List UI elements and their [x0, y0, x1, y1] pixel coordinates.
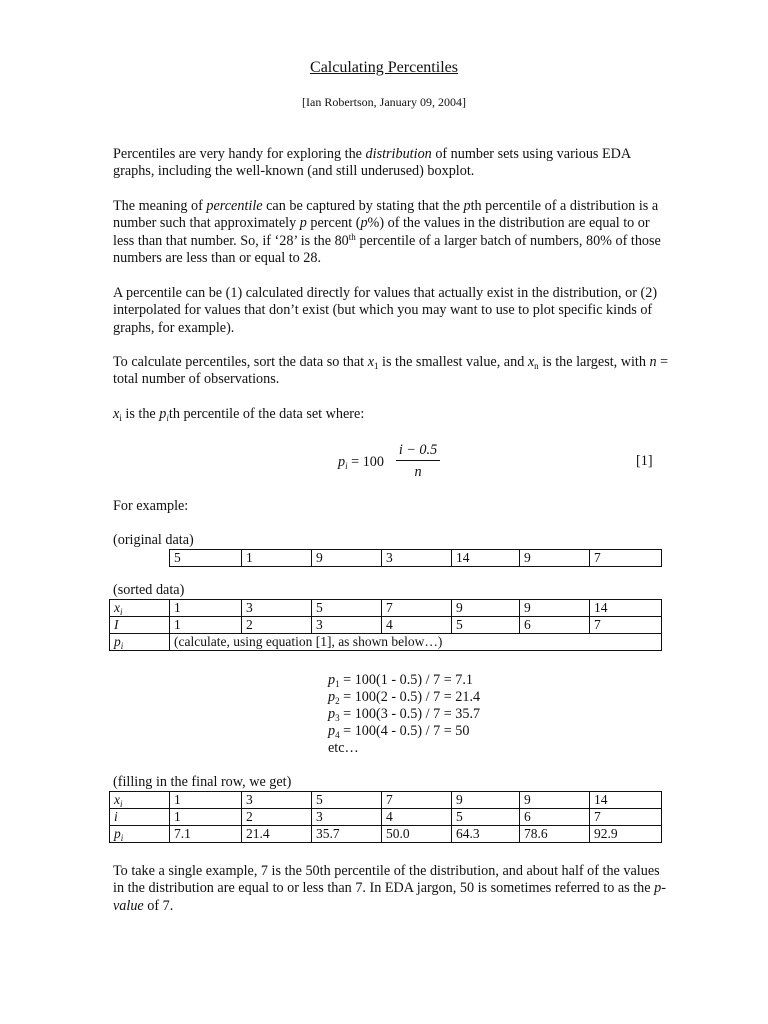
- table-row: [110, 600, 662, 617]
- paragraph-meaning: The meaning of percentile can be captured by stating that the pth percentile of a distribution is a number such that approximately p percent (p%) of the values in the distribution are equal to or less than that number. So, if ‘28’ is the 80th percentile of a larger batch of numbers, 80% of those numbers are less than or equal to 28.: [113, 198, 661, 267]
- table-row: [110, 826, 662, 843]
- equation-number: [1]: [636, 453, 653, 469]
- row-label: $x_i$: [110, 792, 170, 809]
- table-cell: 1: [170, 617, 242, 634]
- paragraph-definition: $x_i$ is the $p_ith$ percentile of the data set where:: [113, 406, 365, 423]
- table-cell: 2: [242, 809, 312, 826]
- calculation-line: $p_4 = 100(4 - 0.5) / 7 = 50$: [328, 723, 470, 740]
- table-cell: 7: [382, 792, 452, 809]
- row-label: $p_i$: [110, 634, 170, 651]
- calculation-line: $p_1 = 100(1 - 0.5) / 7 = 7.1$: [328, 672, 474, 689]
- sorted-data-caption: (sorted data): [113, 582, 185, 598]
- row-label: $x_i$: [110, 600, 170, 617]
- table-cell: 3: [242, 792, 312, 809]
- table-cell: 5: [452, 809, 520, 826]
- table-cell: 7: [590, 617, 662, 634]
- table-cell: 4: [382, 809, 452, 826]
- table-cell: 14: [590, 792, 662, 809]
- table-cell: 7.1: [170, 826, 242, 843]
- table-cell: 6: [520, 809, 590, 826]
- table-cell: 35.7: [312, 826, 382, 843]
- table-cell: 2: [242, 617, 312, 634]
- table-cell: 9: [520, 600, 590, 617]
- table-cell: 4: [382, 617, 452, 634]
- original-data-table: [169, 549, 662, 567]
- table-cell: 21.4: [242, 826, 312, 843]
- table-cell: 9: [452, 600, 520, 617]
- sorted-data-table: [109, 599, 662, 651]
- table-cell: 7: [590, 550, 662, 567]
- original-data-caption: (original data): [113, 532, 194, 548]
- row-label: $p_i$: [110, 826, 170, 843]
- table-cell: 3: [242, 600, 312, 617]
- row-label: I: [110, 617, 170, 634]
- table-row: [110, 634, 662, 651]
- paragraph-intro: Percentiles are very handy for exploring the distribution of number sets using various EDA graphs, including the well-known (and still underused) boxplot.: [113, 146, 631, 180]
- calculation-line: $p_3 = 100(3 - 0.5) / 7 = 35.7$: [328, 706, 481, 723]
- table-cell: 9: [312, 550, 382, 567]
- table-cell: 14: [590, 600, 662, 617]
- table-cell: 78.6: [520, 826, 590, 843]
- paragraph-conclusion: To take a single example, 7 is the 50th percentile of the distribution, and about half of the values in the distribution are equal to or less than 7. In EDA jargon, 50 is sometimes referred to as the p-value of 7.: [113, 863, 666, 914]
- table-row: [110, 792, 662, 809]
- final-table-caption: (filling in the final row, we get): [113, 774, 292, 790]
- table-row: [110, 809, 662, 826]
- equation-denominator: n: [414, 464, 422, 481]
- table-cell: 64.3: [452, 826, 520, 843]
- final-data-table: [109, 791, 662, 843]
- byline: [Ian Robertson, January 09, 2004]: [302, 95, 466, 109]
- for-example-label: For example:: [113, 498, 189, 514]
- table-cell: 5: [170, 550, 242, 567]
- table-cell: 92.9: [590, 826, 662, 843]
- table-cell: 5: [452, 617, 520, 634]
- document-title: Calculating Percentiles: [310, 59, 458, 76]
- table-cell: 9: [452, 792, 520, 809]
- table-cell: 1: [170, 809, 242, 826]
- paragraph-methods: A percentile can be (1) calculated directly for values that actually exist in the distribution, or (2) interpolated for values that don’t exist (but which you may want to use to plot specific kinds of graphs, for example).: [113, 285, 658, 336]
- table-cell: 5: [312, 792, 382, 809]
- paragraph-sort: To calculate percentiles, sort the data so that $x_1$ is the smallest value, and $x_n$ is the largest, with n = total number of observations.: [113, 354, 669, 388]
- table-row: [110, 617, 662, 634]
- table-cell: 50.0: [382, 826, 452, 843]
- table-cell: 3: [382, 550, 452, 567]
- calculation-etc: etc…: [328, 740, 359, 756]
- pi-row-note: (calculate, using equation [1], as shown below…): [170, 634, 662, 651]
- table-cell: 1: [170, 792, 242, 809]
- row-label: i: [110, 809, 170, 826]
- table-cell: 1: [242, 550, 312, 567]
- table-row: [170, 550, 662, 567]
- table-cell: 3: [312, 617, 382, 634]
- equation-numerator: i − 0.5: [396, 442, 440, 461]
- table-cell: 7: [382, 600, 452, 617]
- calculation-line: $p_2 = 100(2 - 0.5) / 7 = 21.4$: [328, 689, 481, 706]
- table-cell: 1: [170, 600, 242, 617]
- table-cell: 9: [520, 550, 590, 567]
- table-cell: 6: [520, 617, 590, 634]
- table-cell: 7: [590, 809, 662, 826]
- table-cell: 5: [312, 600, 382, 617]
- table-cell: 3: [312, 809, 382, 826]
- table-cell: 9: [520, 792, 590, 809]
- percentile-equation: $p_i = 100$ $\frac{i - 0.5}{n}$: [338, 442, 438, 482]
- table-cell: 14: [452, 550, 520, 567]
